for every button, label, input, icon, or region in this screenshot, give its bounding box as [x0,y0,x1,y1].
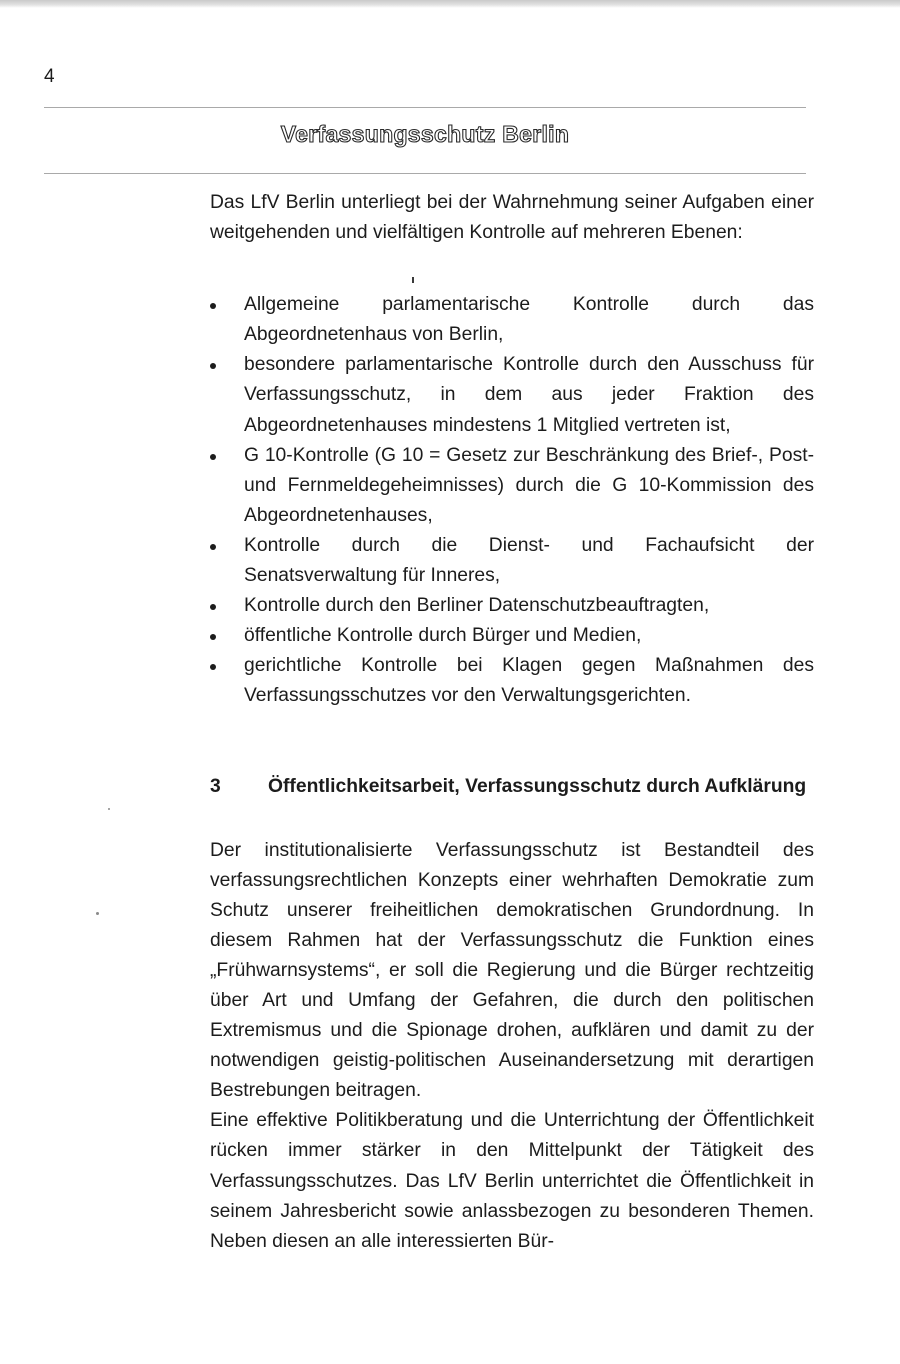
list-item [210,651,814,711]
bullet-icon [210,664,216,670]
body-paragraph: Eine effektive Politikberatung und die Unterrichtung der Öffentlichkeit rücken immer stärker in den Mittelpunkt der Tätigkeit des Verfassungsschutzes. Das LfV Berlin unterrichtet die Öffentlichkeit in seinem Jahresbericht sowie anlassbezogen zu besonderen Themen. Neben diesen an alle interessierten Bür- [210,1110,814,1252]
list-item [210,621,814,651]
body-paragraph: Der institutionalisierte Verfassungsschutz ist Bestandteil des verfassungsrechtlichen Konzepts einer wehrhaften Demokratie zum Schutz unserer freiheitlichen demokratischen Grundordnung. In diesem Rahmen hat der Verfassungsschutz die Funktion eines „Frühwarnsystems“, er soll die Regierung und die Bürger rechtzeitig über Art und Umfang der Gefahren, die durch den politischen Extremismus und die Spionage drohen, aufklären und damit zu der notwendigen geistig-politischen Auseinandersetzung mit derartigen Bestrebungen beitragen. [210,839,814,1102]
list-item-text: Kontrolle durch den Berliner Datenschutzbeauftragten, [244,595,710,617]
header-rule-bottom [44,173,806,174]
bullet-icon [210,454,216,460]
control-list [210,290,814,711]
section-title: Öffentlichkeitsarbeit, Verfassungsschutz durch Aufklärung [268,775,807,797]
running-header: Verfassungsschutz Berlin [280,121,570,147]
scan-speck [108,808,110,810]
list-item [210,350,814,440]
list-item [210,591,814,621]
scan-speck [96,912,99,915]
scan-edge-shadow [0,0,900,8]
page-content [210,188,814,1257]
list-item-text: G 10-Kontrolle (G 10 = Gesetz zur Beschränkung des Brief-, Post- und Fernmeldegeheimnisses) durch die G 10-Kommission des Abgeordnetenhauses, [244,444,814,526]
list-item-text: Kontrolle durch die Dienst- und Fachaufsicht der Senatsverwaltung für Inneres, [244,534,814,587]
bullet-icon [210,604,216,610]
list-item [210,290,814,350]
list-item-text: besondere parlamentarische Kontrolle durch den Ausschuss für Verfassungsschutz, in dem aus jeder Fraktion des Abgeordnetenhauses mindestens 1 Mitglied vertreten ist, [244,354,814,436]
page-number: 4 [44,66,55,87]
list-item [210,441,814,531]
section-number: 3 [210,775,221,797]
bullet-icon [210,544,216,550]
list-item [210,531,814,591]
list-item-text: gerichtliche Kontrolle bei Klagen gegen Maßnahmen des Verfassungsschutzes vor den Verwaltungsgerichten. [244,655,814,707]
bullet-icon [210,634,216,640]
list-item-text: öffentliche Kontrolle durch Bürger und Medien, [244,625,642,647]
list-item-text: Allgemeine parlamentarische Kontrolle durch das Abgeordnetenhaus von Berlin, [244,294,814,346]
bullet-icon [210,303,216,309]
bullet-icon [210,363,216,369]
header-rule-top [44,107,806,108]
intro-paragraph: Das LfV Berlin unterliegt bei der Wahrnehmung seiner Aufgaben einer weitgehenden und vielfältigen Kontrolle auf mehreren Ebenen: [210,192,814,244]
section-heading [210,772,814,802]
